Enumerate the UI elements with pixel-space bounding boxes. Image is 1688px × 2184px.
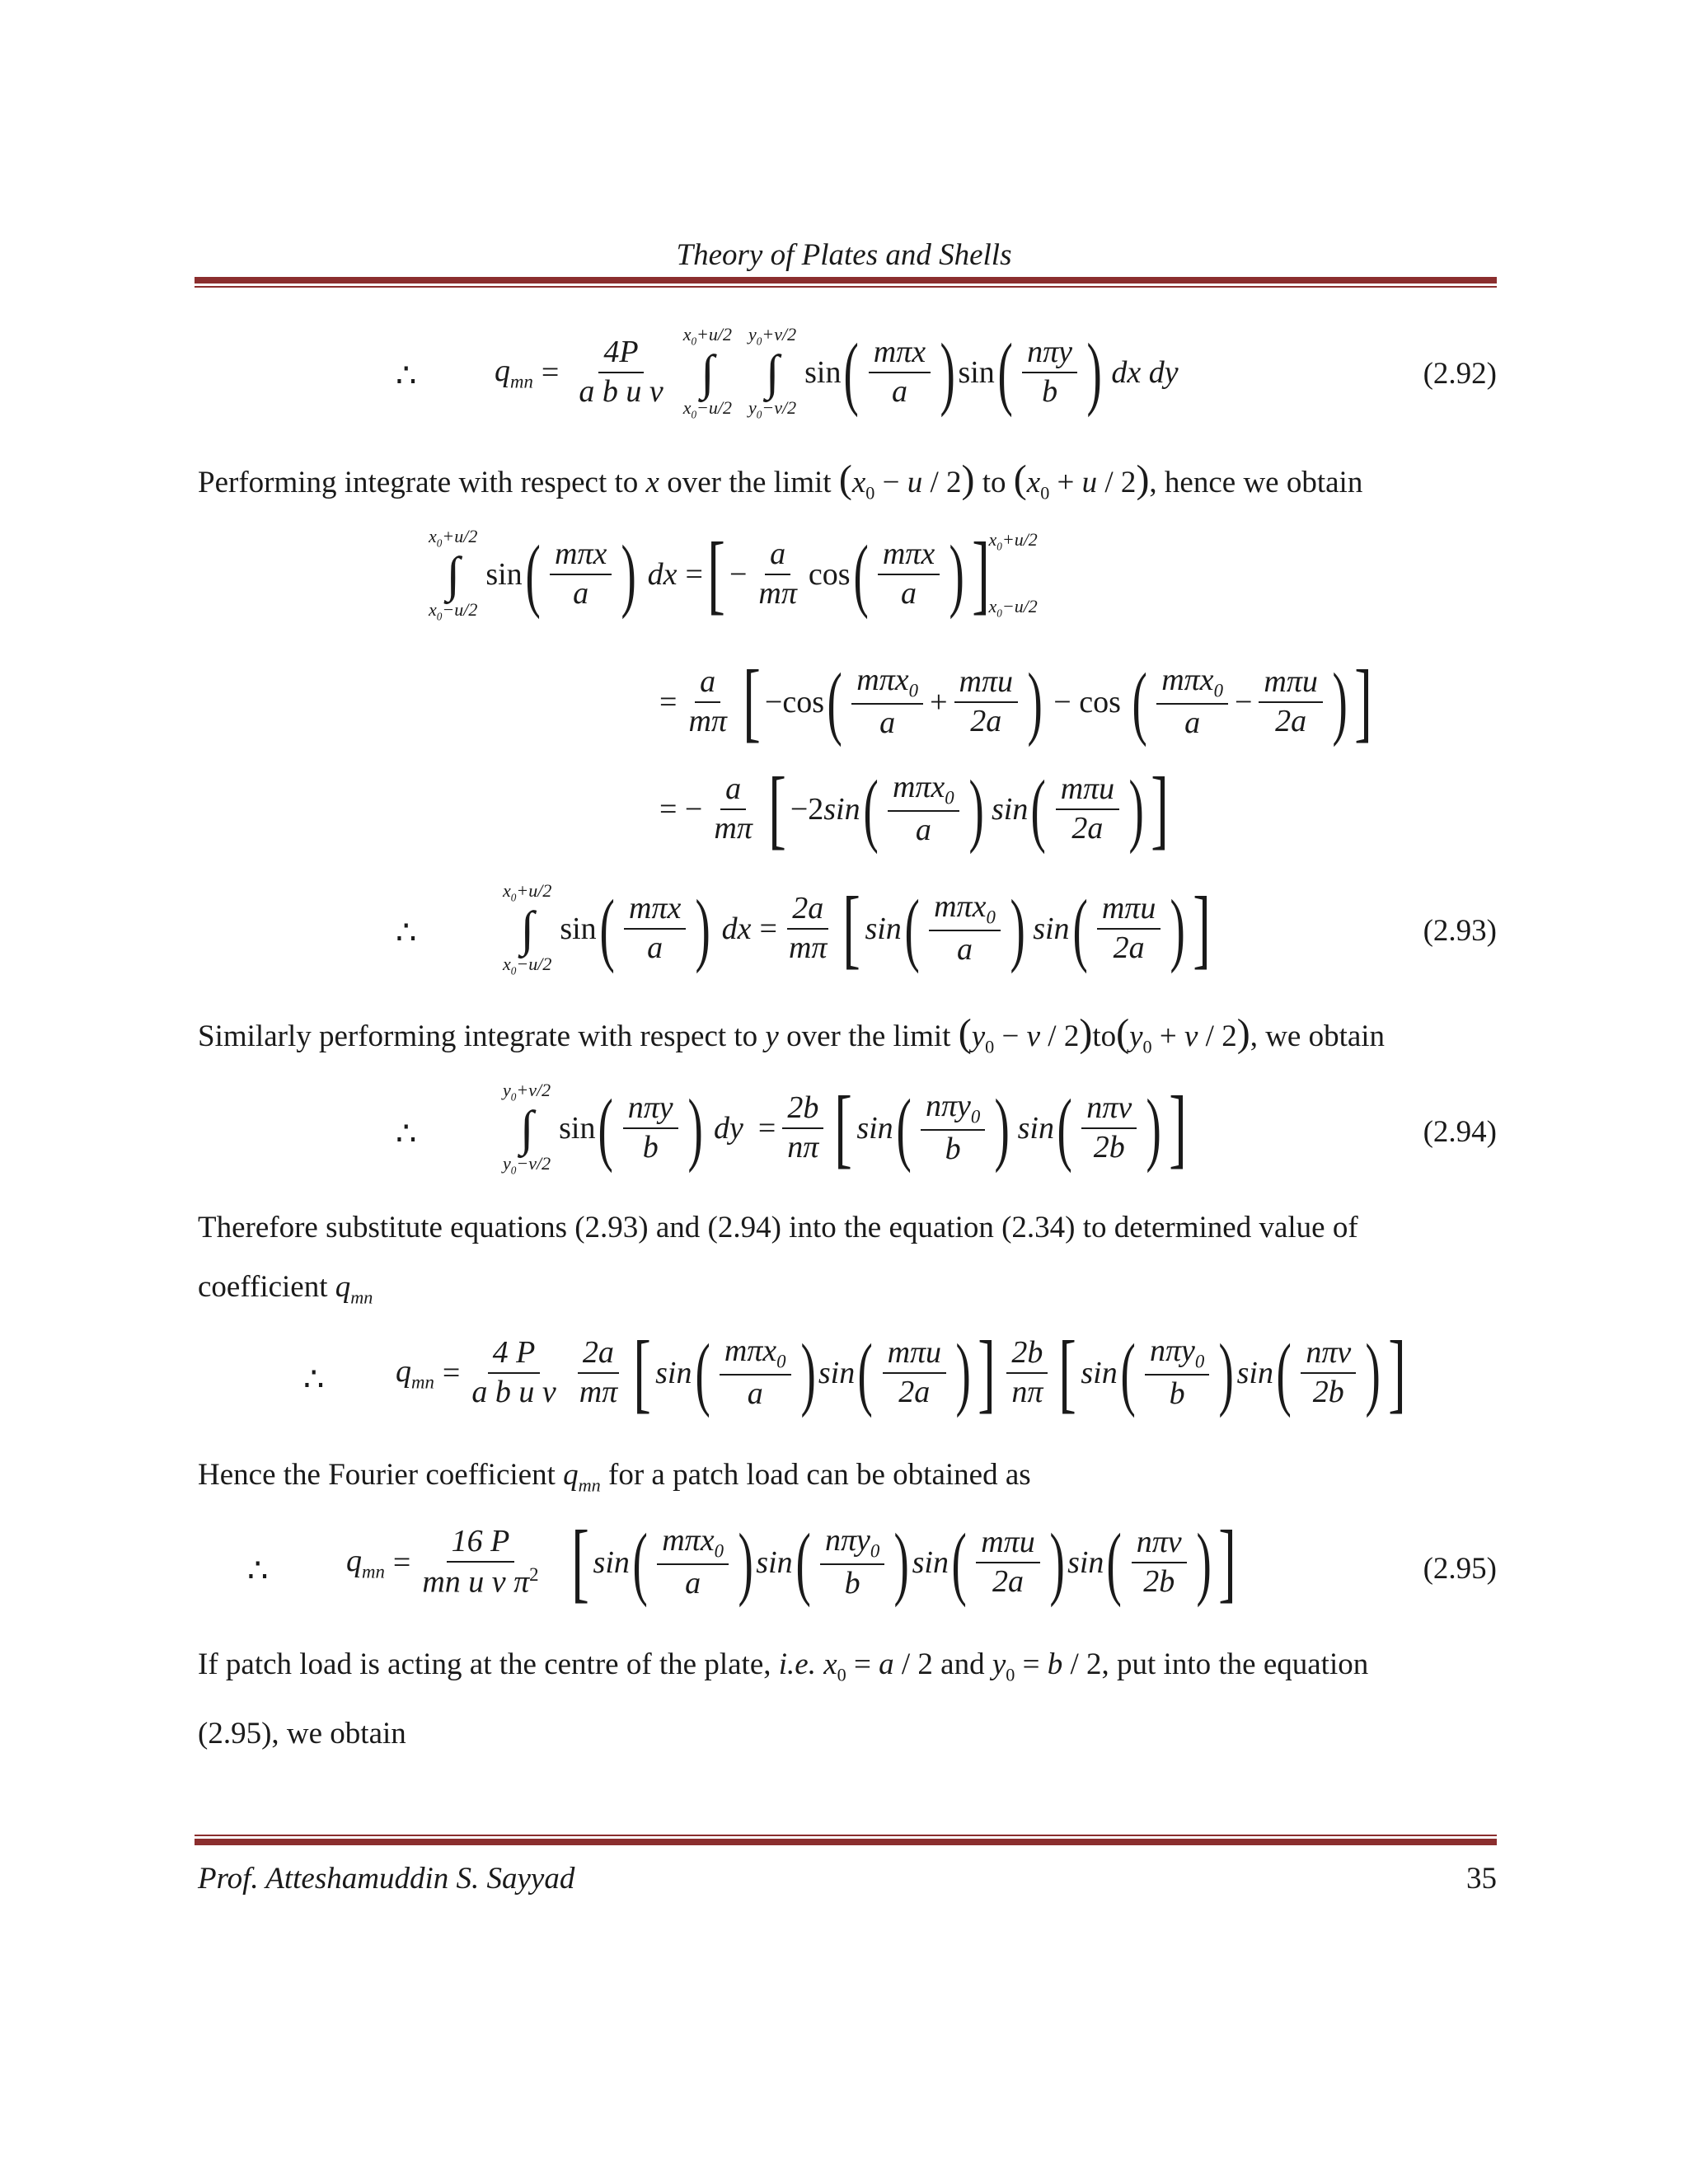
footer-author: Prof. Atteshamuddin S. Sayyad bbox=[198, 1862, 575, 1896]
footer-rule bbox=[195, 1835, 1497, 1845]
equation-number-2-92: (2.92) bbox=[1423, 357, 1497, 391]
equation-2-95: $q_{mn}$ = $\frac{16 P}{mn u v \pi^2}$ [ sin ( $\frac{m\pi x_0}{a}$ ) sin ( $\frac{n\pi y_0}{b}$ ) sin ( $\frac{\text{mπu}}{2a}$ ) sin ( $\frac{\text{nπv}}{2b}$ ) ] bbox=[346, 1513, 1236, 1611]
therefore-symbol: ∴ bbox=[396, 1115, 417, 1152]
therefore-symbol: ∴ bbox=[247, 1552, 269, 1589]
therefore-symbol: ∴ bbox=[396, 357, 417, 394]
equation-2-93: $x_0+u/2$ ∫ $x_0-u/2$ sin ( $\frac{\text{mπx}}{a}$ ) dx = $\frac{2a}{m\pi}$ [ sin ( $\frac{m\pi x_0}{a}$ ) sin ( $\frac{\text{mπu}}{2a}$ ) ] bbox=[503, 879, 1211, 978]
equation-number-2-94: (2.94) bbox=[1423, 1115, 1497, 1149]
paragraph-centre-load: If patch load is acting at the centre of the plate, i.e. $x_0 = a / 2$ and $y_0 = b / 2$, put into the equation (2.95), we obtain bbox=[198, 1647, 1369, 1751]
paragraph-integrate-x: Performing integrate with respect to x over the limit $(x_0 - u / 2)$ to $(x_0 + u / 2)$, hence we obtain bbox=[198, 457, 1363, 504]
equation-combined-qmn: $q_{mn}$ = $\frac{4 P}{\text{a b u v}}$ $\frac{2a}{m\pi}$ [ sin ( $\frac{m\pi x_0}{a}$ ) sin ( $\frac{\text{mπu}}{2a}$ ) ] $\frac{2b}{n\pi}$ [ sin ( $\frac{n\pi y_0}{b}$ ) sin ( $\frac{\text{nπv}}{2b}$ ) ] bbox=[396, 1324, 1406, 1422]
therefore-symbol: ∴ bbox=[303, 1361, 325, 1398]
equation-integral-x-step3: = − $\frac{a}{m\pi}$ [ −2 sin ( $\frac{m\pi x_0}{a}$ ) sin ( $\frac{\text{mπu}}{2a}$ ) ] bbox=[659, 760, 1170, 858]
paragraph-fourier-coefficient: Hence the Fourier coefficient $q_{mn}$ for a patch load can be obtained as bbox=[198, 1458, 1031, 1496]
page-header-title: Theory of Plates and Shells bbox=[676, 238, 1012, 272]
equation-2-94: $y_0+v/2$ ∫ $y_0-v/2$ sin ( $\frac{\text{nπy}}{b}$ ) dy = $\frac{2b}{n\pi}$ [ sin ( $\frac{n\pi y_0}{b}$ ) sin ( $\frac{\text{nπv}}{2b}$ ) ] bbox=[503, 1079, 1187, 1178]
equation-integral-x-step1: $x_0+u/2$ ∫ $x_0-u/2$ sin ( $\frac{\text{mπx}}{a}$ ) dx = [ − $\frac{a}{m\pi}$ cos ( $\frac{\text{mπx}}{a}$ ) ] $x_0+u/2$ $x_0-u/2$ bbox=[429, 525, 1038, 624]
equation-integral-x-step2: = $\frac{a}{m\pi}$ [ −cos ( $\frac{m\pi x_0}{a}$ + $\frac{\text{mπu}}{2a}$ ) − cos ( $\frac{m\pi x_0}{a}$ − $\frac{\text{mπu}}{2a}$ ) ] bbox=[659, 653, 1372, 751]
equation-2-92: $q_{mn}$ = $\frac{4P}{\text{a b u v}}$ $x_0+u/2$ ∫ $x_0-u/2$ $y_0+v/2$ ∫ $y_0-v/2$ sin ( $\frac{\text{mπx}}{a}$ ) sin ( $\frac{\text{nπy}}{b}$ ) dx dy bbox=[495, 324, 1179, 420]
equation-number-2-95: (2.95) bbox=[1423, 1552, 1497, 1586]
page-number: 35 bbox=[1466, 1862, 1497, 1896]
equation-number-2-93: (2.93) bbox=[1423, 914, 1497, 948]
paragraph-integrate-y: Similarly performing integrate with respect to y over the limit $(y_0 - v / 2)to(y_0 + v / 2)$, we obtain bbox=[198, 1011, 1386, 1057]
header-rule bbox=[195, 277, 1497, 288]
paragraph-substitute: Therefore substitute equations (2.93) and (2.94) into the equation (2.34) to determined value of coefficient $q_{mn}$ bbox=[198, 1211, 1358, 1308]
therefore-symbol: ∴ bbox=[396, 914, 417, 951]
